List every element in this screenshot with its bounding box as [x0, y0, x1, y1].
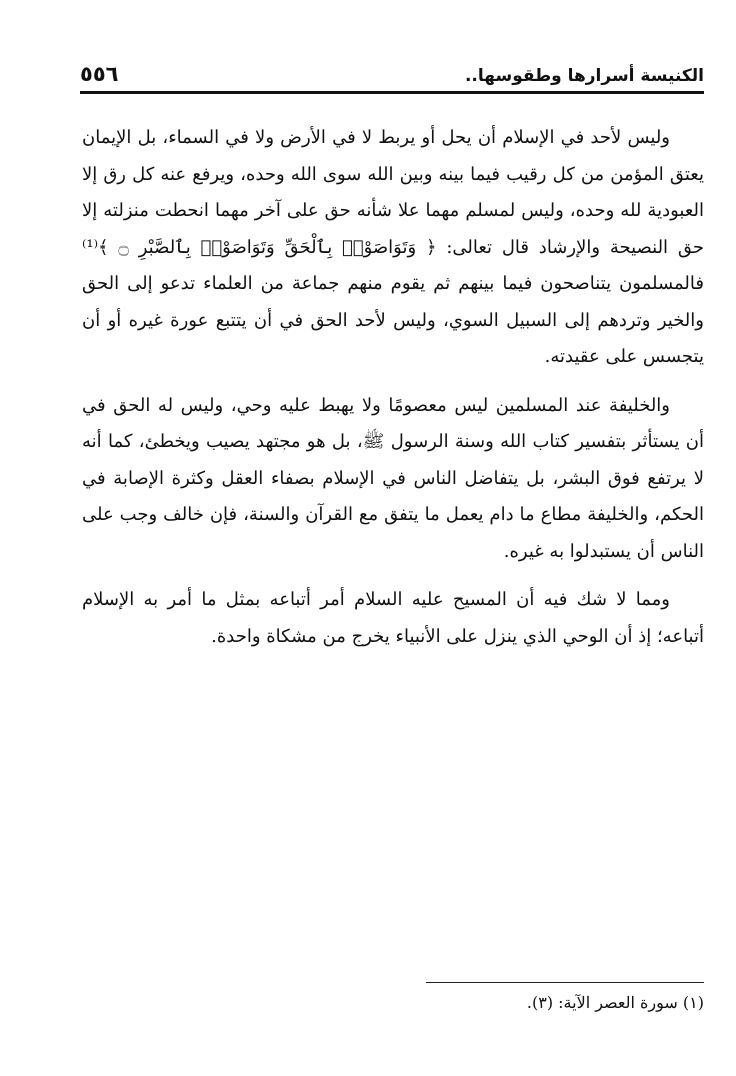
paragraph-2: والخليفة عند المسلمين ليس معصومًا ولا يهبط عليه وحي، وليس له الحق في أن يستأثر بتفسير كتاب الله وسنة الرسول ﷺ، بل هو مجتهد يصيب ويخطئ، كما أنه لا يرتفع فوق البشر، بل يتفاضل الناس في الإسلام بصفاء العقل وكثرة الإصابة في الحكم، والخليفة مطاع ما دام يعمل ما يتفق مع القرآن والسنة، فإن خالف وجب على الناس أن يستبدلوا به غيره.	[82, 394, 704, 562]
main-text	[82, 120, 704, 667]
footnote-divider	[426, 982, 704, 983]
paragraph-1: وليس لأحد في الإسلام أن يحل أو يربط لا في الأرض ولا في السماء، بل الإيمان يعتق المؤمن من كل رقيب فيما بينه وبين الله سوى الله وحده، ويرفع عنه كل رق إلا العبودية لله وحده، وليس لمسلم مهما علا شأنه حق على آخر مهما انحطت منزلته إلا حق النصيحة والإرشاد قال تعالى: ﴿ وَتَوَاصَوْا۟ بِٱلْحَقِّ وَتَوَاصَوْا۟ بِٱلصَّبْرِ ۝ ﴾⁽¹⁾ فالمسلمون يتناصحون فيما بينهم ثم يقوم منهم جماعة من العلماء تدعو إلى الحق والخير وتردهم إلى السبيل السوي، وليس لأحد الحق في أن يتتبع عورة غيره أو أن يتجسس على عقيدته.	[82, 127, 704, 367]
footnote: (١) سورة العصر الآية: (٣).	[526, 993, 704, 1012]
page-number: ٥٥٦	[80, 62, 119, 86]
page-header	[80, 60, 704, 94]
running-title: الكنيسة أسرارها وطقوسها..	[464, 66, 704, 86]
paragraph-3: ومما لا شك فيه أن المسيح عليه السلام أمر أتباعه بمثل ما أمر به الإسلام أتباعه؛ إذ أن الوحي الذي ينزل على الأنبياء يخرج من مشكاة واحدة.	[82, 589, 704, 647]
header-divider	[80, 91, 704, 94]
